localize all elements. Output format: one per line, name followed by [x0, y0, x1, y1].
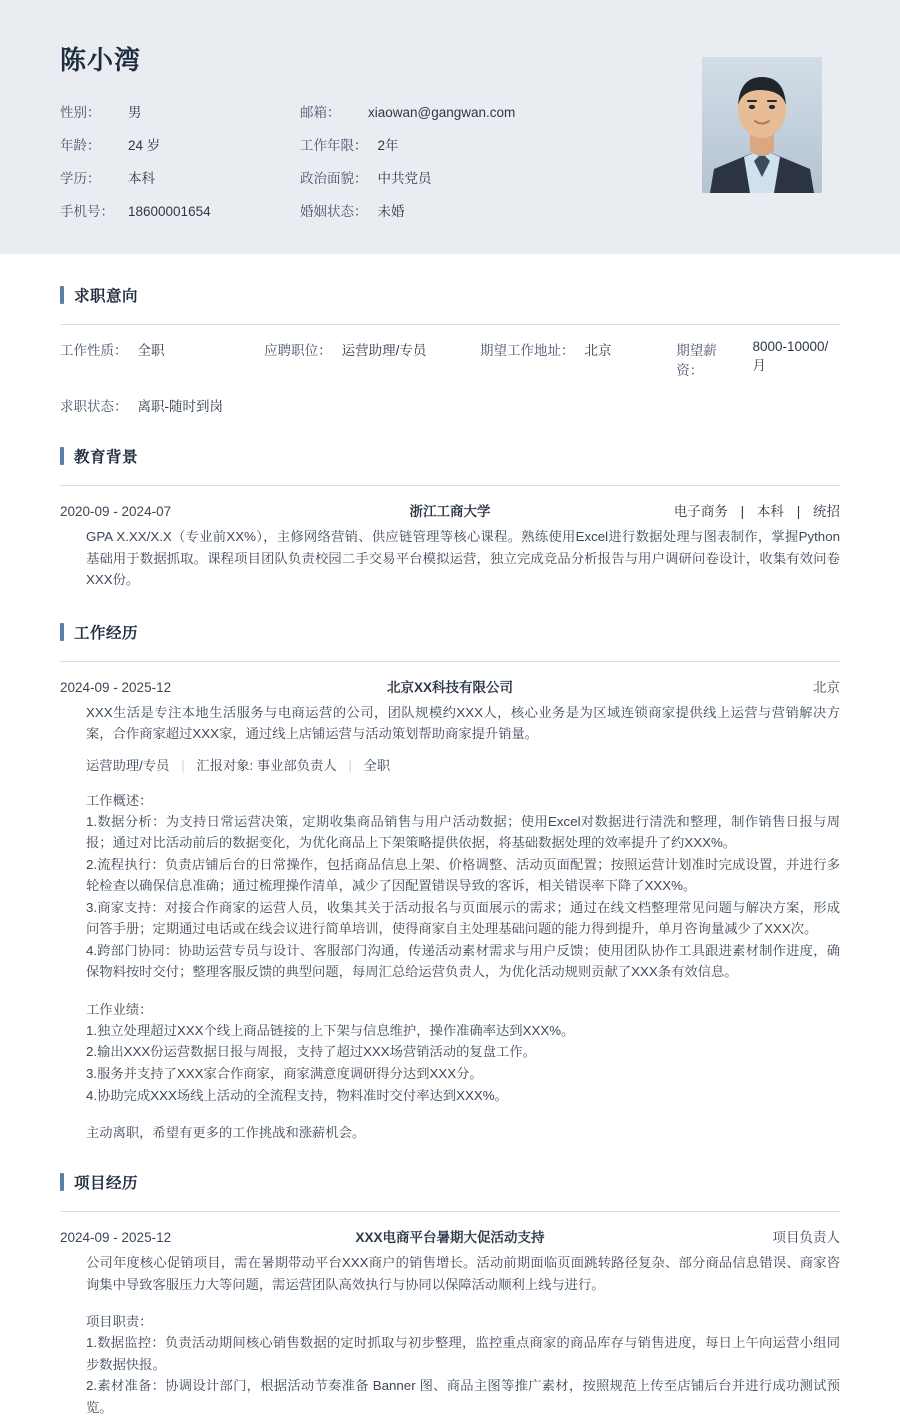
work-achievement-item: 4.协助完成XXX场线上活动的全流程支持，物料准时交付率达到XXX%。 [86, 1087, 508, 1103]
section-title-work: 工作经历 [74, 624, 139, 642]
info-political [300, 167, 620, 187]
info-marital-value: 未婚 [377, 204, 405, 219]
project-duties-list [86, 1332, 840, 1418]
section-divider-project [60, 1211, 840, 1212]
info-phone [60, 200, 300, 220]
info-experience [300, 134, 620, 154]
work-position: 运营助理/专员 [86, 757, 170, 773]
project-duty-item: 2.素材准备：协调设计部门，根据活动节奏准备 Banner 图、商品主图等推广素材，按照规范上传至店铺后台并进行成功测试预览。 [86, 1378, 840, 1415]
candidate-photo [702, 57, 822, 193]
tag-separator: | [796, 504, 801, 519]
intent-job-type-value: 全职 [137, 343, 165, 358]
work-closing-note: 主动离职，希望有更多的工作挑战和涨薪机会。 [86, 1125, 366, 1141]
tag-separator: | [740, 504, 745, 519]
work-duty-item: 3.商家支持：对接合作商家的运营人员，收集其关于活动报名与页面展示的需求；通过在线文档整理常见问题与解决方案，形成问答手册；定期通过电话或在线会议进行简单培训，使得商家自主处理基础问题的能力得到提升，单月咨询量减少了XXX次。 [86, 899, 840, 937]
work-location: 北京 [812, 679, 840, 695]
info-marital [300, 200, 620, 220]
intention-row-1 [60, 339, 840, 379]
work-entry-header [60, 676, 840, 696]
work-achievement-item: 3.服务并支持了XXX家合作商家，商家满意度调研得分达到XXX分。 [86, 1065, 483, 1081]
work-achievements-title: 工作业绩： [86, 1001, 153, 1017]
intent-salary [676, 339, 840, 379]
section-divider-work [60, 661, 840, 662]
resume-header [0, 0, 900, 254]
work-company-intro: XXX生活是专注本地生活服务与电商运营的公司，团队规模约XXX人，核心业务是为区域连锁商家提供线上运营与营销解决方案，合作商家超过XXX家，通过线上店铺运营与活动策划帮助商家提升销量。 [86, 704, 840, 742]
work-achievement-item: 1.独立处理超过XXX个线上商品链接的上下架与信息维护，操作准确率达到XXX%。 [86, 1022, 575, 1038]
intent-job-type [60, 339, 264, 379]
info-political-value: 中共党员 [377, 171, 432, 186]
section-accent-bar [60, 447, 64, 465]
work-duty-item: 1.数据分析：为支持日常运营决策，定期收集商品销售与用户活动数据；使用Excel对数据进行清洗和整理，制作销售日报与周报；通过对比活动前后的数据变化，为优化商品上下架策略提供依据，将基础数据处理的效率提升了约XXX%。 [86, 813, 840, 851]
education-admission: 统招 [812, 504, 840, 519]
intent-position [264, 339, 480, 379]
section-header-intention [60, 284, 840, 306]
section-accent-bar [60, 286, 64, 304]
candidate-name: 陈小湾 [60, 45, 142, 75]
education-degree: 本科 [756, 504, 784, 519]
work-meta [86, 755, 840, 774]
section-title-education: 教育背景 [74, 449, 139, 466]
section-title-intention: 求职意向 [74, 288, 139, 305]
info-age [60, 134, 300, 154]
work-achievement-item: 2.输出XXX份运营数据日报与周报，支持了超过XXX场营销活动的复盘工作。 [86, 1044, 536, 1060]
info-phone-label: 手机号： [60, 204, 114, 219]
intent-position-label: 应聘职位： [264, 343, 332, 358]
education-date: 2020-09 - 2024-07 [60, 504, 172, 519]
section-accent-bar [60, 623, 64, 641]
work-duties-title: 工作概述： [86, 792, 153, 808]
section-header-work [60, 621, 840, 643]
work-duty-item: 2.流程执行：负责店铺后台的日常操作，包括商品信息上架、价格调整、活动页面配置；按照运营计划准时完成设置，并进行多轮检查以确保信息准确；通过梳理操作清单，减少了因配置错误导致的客诉，相关错误率下降了XXX%。 [86, 856, 840, 894]
intent-location-label: 期望工作地址： [480, 343, 575, 358]
work-duties-list [86, 811, 840, 983]
info-email [300, 101, 620, 121]
education-school: 浙江工商大学 [409, 504, 491, 519]
intention-row-2 [60, 395, 840, 415]
education-tags [575, 500, 840, 520]
basic-info-grid [60, 101, 620, 220]
section-project-experience [0, 1171, 900, 1418]
section-accent-bar [60, 1173, 64, 1191]
intent-status-label: 求职状态： [60, 399, 128, 414]
portrait-illustration [702, 57, 822, 193]
project-name: XXX电商平台暑期大促活动支持 [355, 1230, 545, 1246]
info-experience-value: 2年 [377, 138, 399, 153]
meta-separator: | [181, 757, 185, 773]
section-education [0, 445, 900, 591]
info-email-value: xiaowan@gangwan.com [368, 105, 516, 120]
work-duty-item: 4.跨部门协同：协助运营专员与设计、客服部门沟通，传递活动素材需求与用户反馈；使用团队协作工具跟进素材制作进度，确保物料按时交付；整理客服反馈的典型问题，每周汇总给运营负责人，为优化活动规则贡献了XXX条有效信息。 [86, 942, 840, 980]
education-major: 电子商务 [673, 504, 728, 519]
intent-status [60, 395, 223, 415]
info-gender-label: 性别： [60, 105, 101, 120]
info-degree [60, 167, 300, 187]
meta-separator: | [348, 757, 352, 773]
project-date: 2024-09 - 2025-12 [60, 1230, 172, 1246]
info-experience-label: 工作年限： [300, 138, 368, 153]
intent-salary-label: 期望薪资： [676, 343, 717, 378]
info-gender [60, 101, 300, 121]
project-description: 公司年度核心促销项目，需在暑期带动平台XXX商户的销售增长。活动前期面临页面跳转路径复杂、部分商品信息错误、商家咨询集中导致客服压力大等问题，需运营团队高效执行与协同以保障活动顺利上线与进行。 [86, 1255, 840, 1292]
project-entry-header [60, 1226, 840, 1246]
work-job-type: 全职 [363, 757, 391, 773]
section-header-project [60, 1171, 840, 1193]
intent-salary-value: 8000-10000/月 [752, 339, 829, 373]
project-duty-item: 1.数据监控：负责活动期间核心销售数据的定时抓取与初步整理，监控重点商家的商品库存与销售进度，每日上午向运营小组同步数据快报。 [86, 1335, 840, 1372]
info-degree-label: 学历： [60, 171, 101, 186]
intent-job-type-label: 工作性质： [60, 343, 128, 358]
work-date: 2024-09 - 2025-12 [60, 679, 172, 695]
work-report-to: 汇报对象: 事业部负责人 [196, 757, 337, 773]
project-role: 项目负责人 [772, 1230, 840, 1246]
work-company: 北京XX科技有限公司 [386, 679, 513, 695]
info-phone-value: 18600001654 [128, 204, 211, 219]
education-entry-header [60, 500, 840, 520]
intent-position-value: 运营助理/专员 [341, 343, 427, 358]
section-job-intention [0, 284, 900, 415]
section-title-project: 项目经历 [74, 1175, 139, 1193]
info-political-label: 政治面貌： [300, 171, 368, 186]
section-work-experience [0, 621, 900, 1141]
section-header-education [60, 445, 840, 467]
intent-status-value: 离职-随时到岗 [137, 399, 223, 414]
project-duties-title: 项目职责： [86, 1314, 153, 1330]
info-gender-value: 男 [128, 105, 142, 120]
info-degree-value: 本科 [128, 171, 155, 186]
section-divider-education [60, 485, 840, 486]
info-marital-label: 婚姻状态： [300, 204, 368, 219]
intent-location [480, 339, 676, 379]
info-email-label: 邮箱： [300, 105, 341, 120]
education-description: GPA X.XX/X.X（专业前XX%），主修网络营销、供应链管理等核心课程。熟练使用Excel进行数据处理与图表制作，掌握Python基础用于数据抓取。课程项目团队负责校园二手交易平台模拟运营，独立完成竞品分析报告与用户调研问卷设计，收集有效问卷XXX份。 [86, 529, 840, 588]
section-divider-intention [60, 324, 840, 325]
work-achievements-list [86, 1020, 840, 1106]
info-age-label: 年龄： [60, 138, 101, 153]
intent-location-value: 北京 [584, 343, 612, 358]
info-age-value: 24 岁 [128, 138, 161, 153]
